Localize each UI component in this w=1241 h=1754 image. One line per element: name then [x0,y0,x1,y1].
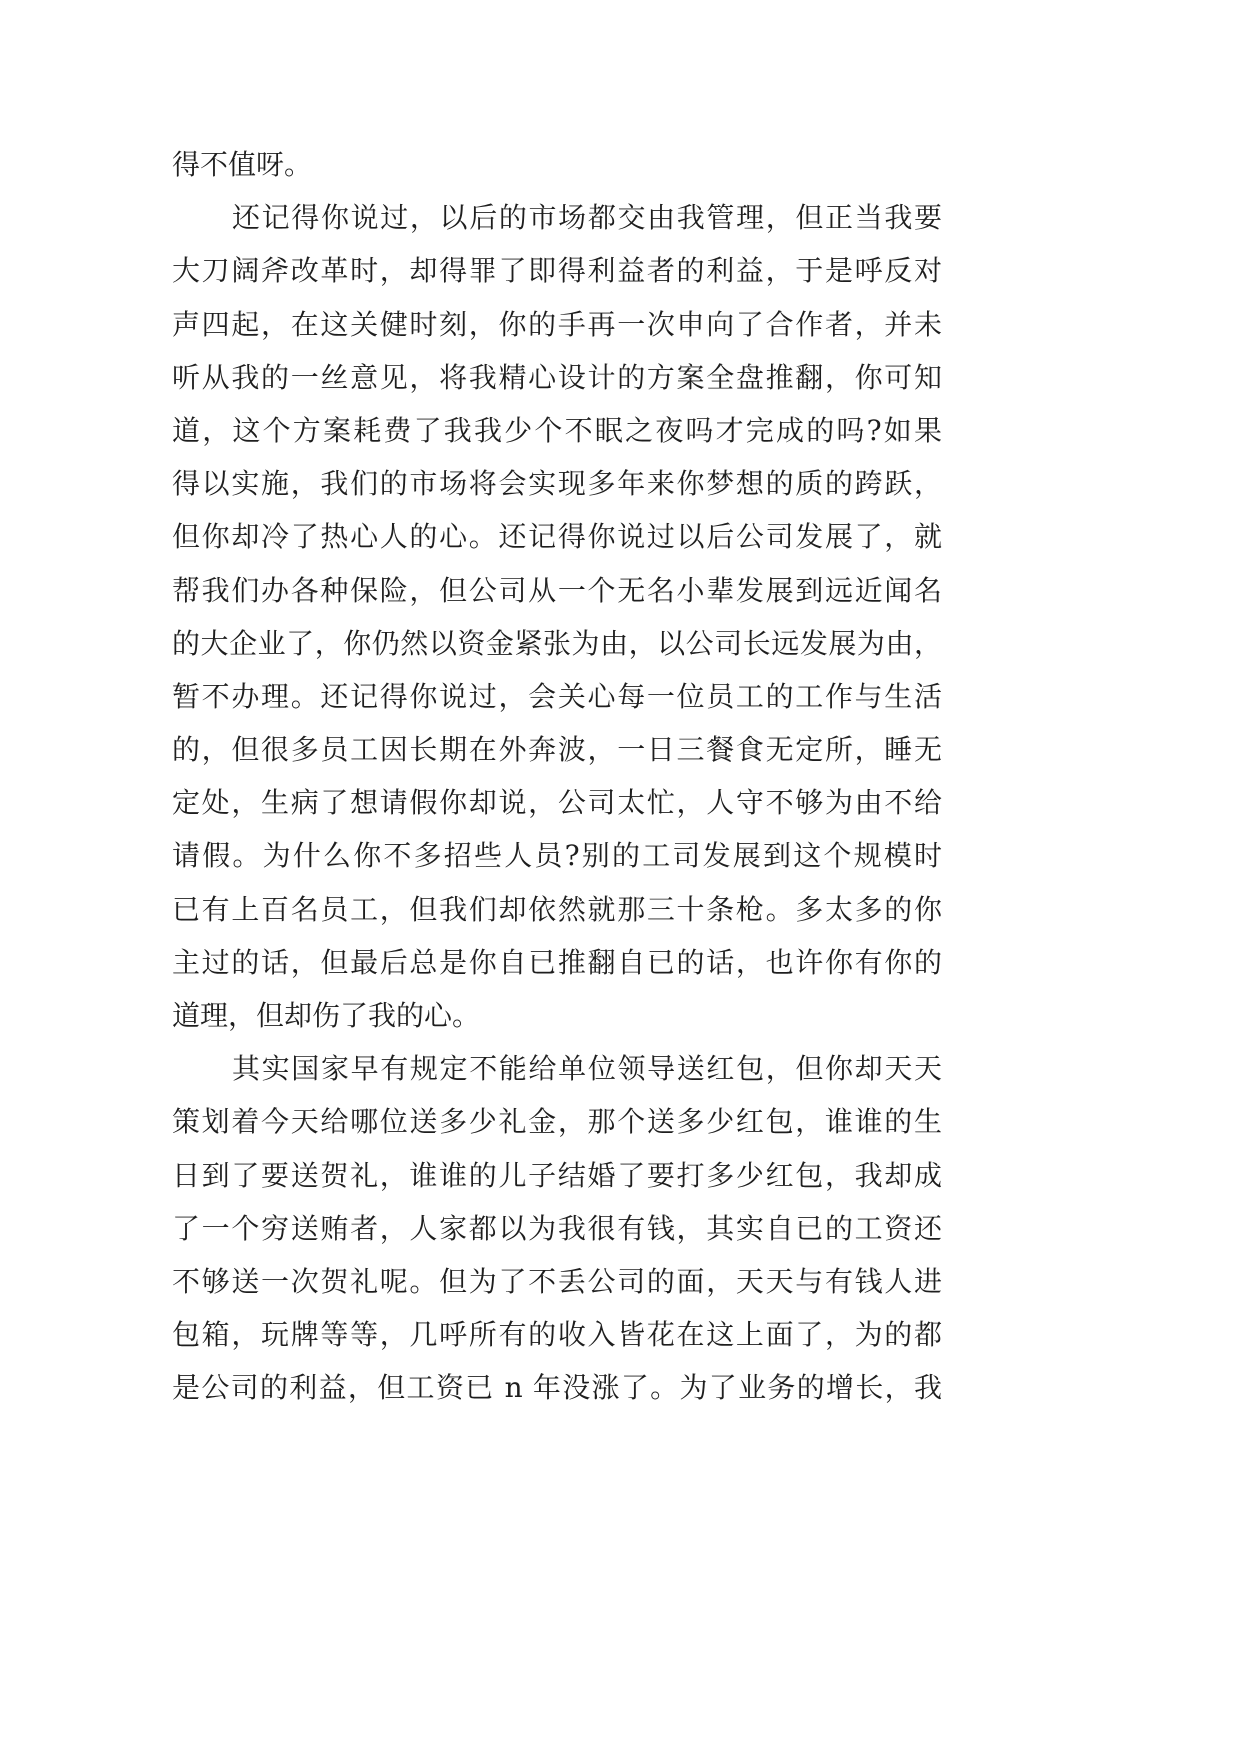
text-line: 请假。为什么你不多招些人员?别的工司发展到这个规模时 [172,839,942,873]
text-line: 还记得你说过，以后的市场都交由我管理，但正当我要 [232,201,942,235]
text-line: 已有上百名员工，但我们却依然就那三十条枪。多太多的你 [172,892,942,926]
body-text [172,138,942,1415]
text-line: 了一个穷送贿者，人家都以为我很有钱，其实自已的工资还 [172,1211,942,1245]
text-line: 大刀阔斧改革时，却得罪了即得利益者的利益，于是呼反对 [172,254,942,288]
text-line: 日到了要送贺礼，谁谁的儿子结婚了要打多少红包，我却成 [172,1158,942,1192]
text-line: 道理，但却伤了我的心。 [172,999,481,1032]
text-line: 其实国家早有规定不能给单位领导送红包，但你却天天 [232,1052,942,1086]
text-line: 的大企业了，你仍然以资金紧张为由，以公司长远发展为由， [172,626,942,660]
paragraph [172,138,942,191]
text-line: 策划着今天给哪位送多少礼金，那个送多少红包，谁谁的生 [172,1105,942,1139]
text-line: 的，但很多员工因长期在外奔波，一日三餐食无定所，睡无 [172,733,942,767]
text-line: 是公司的利益，但工资已 n 年没涨了。为了业务的增长，我 [172,1371,942,1405]
text-line: 听从我的一丝意见，将我精心设计的方案全盘推翻，你可知 [172,360,942,394]
text-line: 声四起，在这关健时刻，你的手再一次申向了合作者，并未 [172,307,942,341]
text-line: 但你却冷了热心人的心。还记得你说过以后公司发展了，就 [172,520,942,554]
text-line: 不够送一次贺礼呢。但为了不丢公司的面，天天与有钱人进 [172,1264,942,1298]
text-line: 包箱，玩牌等等，几呼所有的收入皆花在这上面了，为的都 [172,1318,942,1352]
text-line: 定处，生病了想请假你却说，公司太忙，人守不够为由不给 [172,786,942,820]
paragraph [172,1042,942,1414]
text-line: 得以实施，我们的市场将会实现多年来你梦想的质的跨跃， [172,467,942,501]
paragraph [172,191,942,1042]
text-line: 帮我们办各种保险，但公司从一个无名小辈发展到远近闻名 [172,573,942,607]
text-line: 得不值呀。 [172,148,313,181]
text-line: 暂不办理。还记得你说过，会关心每一位员工的工作与生活 [172,679,942,713]
text-line: 主过的话，但最后总是你自已推翻自已的话，也许你有你的 [172,945,942,979]
text-line: 道，这个方案耗费了我我少个不眠之夜吗才完成的吗?如果 [172,413,942,447]
